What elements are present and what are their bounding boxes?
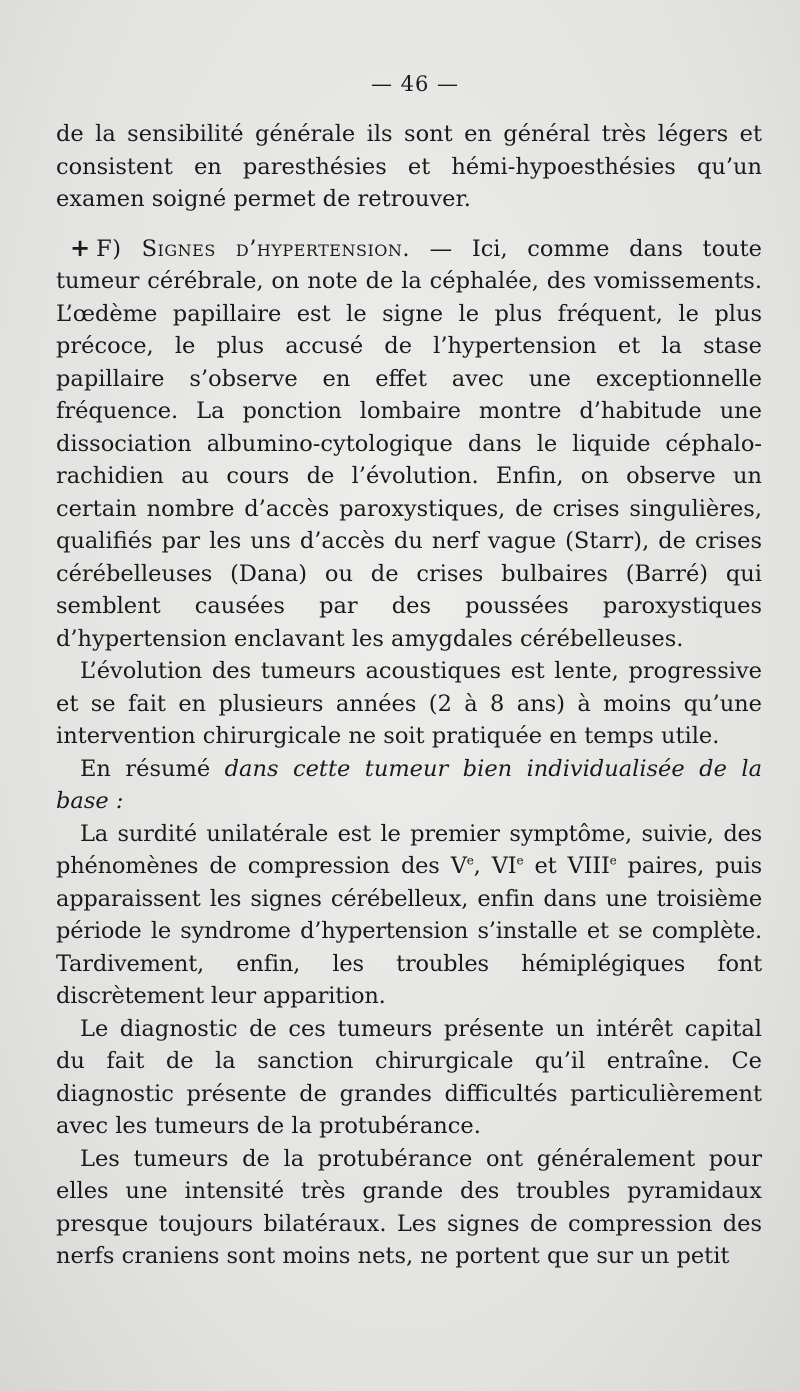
- resume-italic: dans cette tumeur bien individualisée de la base :: [56, 755, 762, 814]
- superscript-e: e: [466, 853, 474, 868]
- paragraph-surdite: [56, 818, 762, 1013]
- paragraph-diagnostic: Le diagnostic de ces tumeurs présente un intérêt capital du fait de la sanction chirurgicale qu’il entraîne. Ce diagnostic présente de grandes difficultés particulièrement avec les tumeurs de la protubérance.: [56, 1015, 762, 1139]
- superscript-e: e: [516, 853, 524, 868]
- paragraph-sensibilite: de la sensibilité générale ils sont en général très légers et consistent en paresthésies et hémi-hypoesthésies qu’un examen soigné permet de retrouver.: [56, 121, 762, 212]
- paragraph-hypertension-text: — Ici, comme dans toute tumeur cérébrale, on note de la céphalée, des vomissements. L’œdème papillaire est le signe le plus fréquent, le plus précoce, le plus accusé de l’hypertension et la stase papillaire s’observe en effet avec une exceptionnelle fréquence. La ponction lombaire montre d’habitude une dissociation albumino-cytologique dans le liquide céphalo-rachidien au cours de l’évolution. Enfin, on observe un certain nombre d’accès paroxystiques, de crises singulières, qualifiés par les uns d’accès du nerf vague (Starr), de crises cérébelleuses (Dana) ou de crises bulbaires (Barré) qui semblent causées par des poussées paroxystiques d’hypertension enclavant les amygdales cérébelleuses.: [56, 235, 762, 652]
- resume-lead: En résumé: [80, 755, 225, 782]
- surdite-text-b: , VI: [473, 853, 517, 879]
- body-text: [56, 118, 762, 1273]
- handwritten-mark: +: [70, 232, 91, 262]
- surdite-text-d: paires, puis apparaissent les signes cérébelleux, enfin dans une troisième période le syndrome d’hypertension s’installe et se complète. Tardivement, enfin, les troubles hémiplégiques font discrètement leur apparition.: [56, 853, 762, 1009]
- section-heading: F) Signes d’hypertension.: [96, 235, 411, 262]
- page-number: — 46 —: [370, 72, 460, 96]
- paragraph-protuberance: Les tumeurs de la protubérance ont généralement pour elles une intensité très grande des troubles pyramidaux presque toujours bilatéraux. Les signes de compression des nerfs craniens sont moins nets, ne portent que sur un petit: [56, 1145, 762, 1269]
- surdite-text-c: et VIII: [523, 853, 610, 879]
- surdite-text-a: La surdité unilatérale est le premier symptôme, suivie, des phénomènes de compression des V: [56, 820, 762, 879]
- paragraph-gap: [56, 216, 762, 232]
- paragraph-resume: [56, 753, 762, 818]
- superscript-e: e: [609, 853, 617, 868]
- paragraph-hypertension: [56, 232, 762, 656]
- paragraph-evolution: L’évolution des tumeurs acoustiques est lente, progressive et se fait en plusieurs années (2 à 8 ans) à moins qu’une intervention chirurgicale ne soit pratiquée en temps utile.: [56, 658, 762, 749]
